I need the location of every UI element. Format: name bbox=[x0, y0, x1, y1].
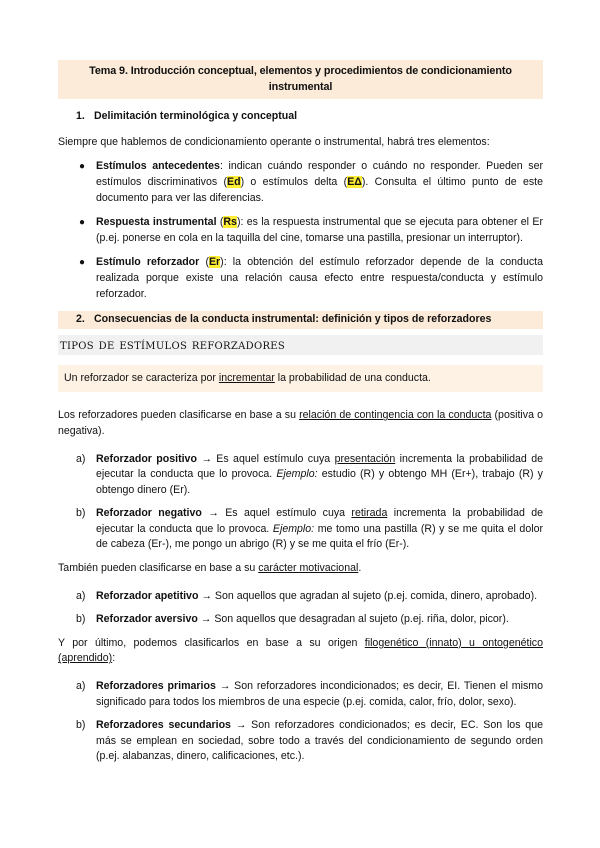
list-item-positivo: a) Reforzador positivo → Es aquel estímulo cuya presentación incrementa la probabilidad de ejecutar la conducta que lo provoca. Ejemplo: estudio (R) y obtengo MH (Er+), trabajo (R) y obtengo dinero (Er). bbox=[76, 452, 543, 496]
list-item-negativo: b) Reforzador negativo → Es aquel estímulo cuya retirada incrementa la probabilidad de ejecutar la conducta que lo provoca. Ejemplo: me tomo una pastilla (R) y se me quita el dolor de cabeza (Er-), me pongo un abrigo (R) y se me quita el frío (Er-). bbox=[76, 507, 544, 551]
subheading-tipos: tipos de estímulos reforzadores bbox=[58, 335, 543, 355]
section-1-intro: Siempre que hablemos de condicionamiento operante o instrumental, habrá tres elementos: bbox=[58, 135, 490, 148]
list-item-apetitivo: a) Reforzador apetitivo → Son aquellos que agradan al sujeto (p.ej. comida, dinero, aprobado). bbox=[76, 589, 538, 602]
highlight-edelta: EΔ bbox=[347, 175, 362, 188]
document-page bbox=[58, 60, 543, 773]
bullet-icon: ● bbox=[79, 161, 86, 173]
origin-list bbox=[58, 679, 543, 765]
bullet-icon: ● bbox=[79, 257, 86, 269]
list-item-reforzador: ● Estímulo reforzador (Er): la obtención del estímulo reforzador depende de la conducta realizada porque existe una relación causa efecto entre respuesta/conducta y estímulo reforzador. bbox=[79, 256, 543, 300]
contingency-list bbox=[58, 452, 543, 554]
section-1-heading bbox=[58, 109, 543, 125]
section-1-number: 1. bbox=[76, 110, 85, 123]
contingency-paragraph: Los reforzadores pueden clasificarse en base a su relación de contingencia con la conducta (positiva o negativa). bbox=[58, 409, 543, 437]
document-title: Tema 9. Introducción conceptual, elementos y procedimientos de condicionamiento instrumental bbox=[58, 60, 543, 99]
motivational-paragraph: También pueden clasificarse en base a su carácter motivacional. bbox=[58, 562, 362, 575]
highlight-rs: Rs bbox=[223, 216, 237, 229]
list-item-antecedentes: ● Estímulos antecedentes: indican cuándo responder o cuándo no responder. Pueden ser estímulos discriminativos (Ed) o estímulos delta (EΔ). Consulta el último punto de este documento para ver las diferencias. bbox=[79, 160, 544, 204]
definition-callout: Un reforzador se caracteriza por incrementar la probabilidad de una conducta. bbox=[58, 365, 543, 393]
elements-list bbox=[58, 159, 543, 302]
section-2-title: Consecuencias de la conducta instrumental: definición y tipos de reforzadores bbox=[94, 313, 492, 326]
bullet-icon: ● bbox=[79, 217, 86, 229]
list-item-respuesta: ● Respuesta instrumental (Rs): es la respuesta instrumental que se ejecuta para obtener el Er (p.ej. ponerse en cola en la taquilla del cine, tomarse una pastilla, presionar un interruptor). bbox=[79, 216, 543, 244]
motivational-list bbox=[58, 589, 543, 628]
list-item-secundarios: b) Reforzadores secundarios → Son reforzadores condicionados; es decir, EC. Son los que más se emplean en sociedad, sobre todo a través del condicionamiento de segundo orden (p.ej. alabanzas, dinero, calificaciones, etc.). bbox=[76, 719, 543, 763]
section-2-number: 2. bbox=[76, 313, 85, 326]
list-item-primarios: a) Reforzadores primarios → Son reforzadores incondicionados; es decir, EI. Tienen el mismo significado para todos los miembros de una especie (p.ej. comida, calor, frío, dolor, sexo). bbox=[76, 680, 543, 708]
origin-paragraph: Y por último, podemos clasificarlos en base a su origen filogenético (innato) u ontogenético (aprendido): bbox=[58, 636, 543, 665]
section-2-heading bbox=[58, 311, 543, 329]
highlight-er: Er bbox=[208, 256, 221, 269]
highlight-ed: Ed bbox=[227, 175, 241, 188]
section-1-title: Delimitación terminológica y conceptual bbox=[94, 110, 298, 123]
list-item-aversivo: b) Reforzador aversivo → Son aquellos que desagradan al sujeto (p.ej. riña, dolor, picor). bbox=[76, 613, 509, 626]
